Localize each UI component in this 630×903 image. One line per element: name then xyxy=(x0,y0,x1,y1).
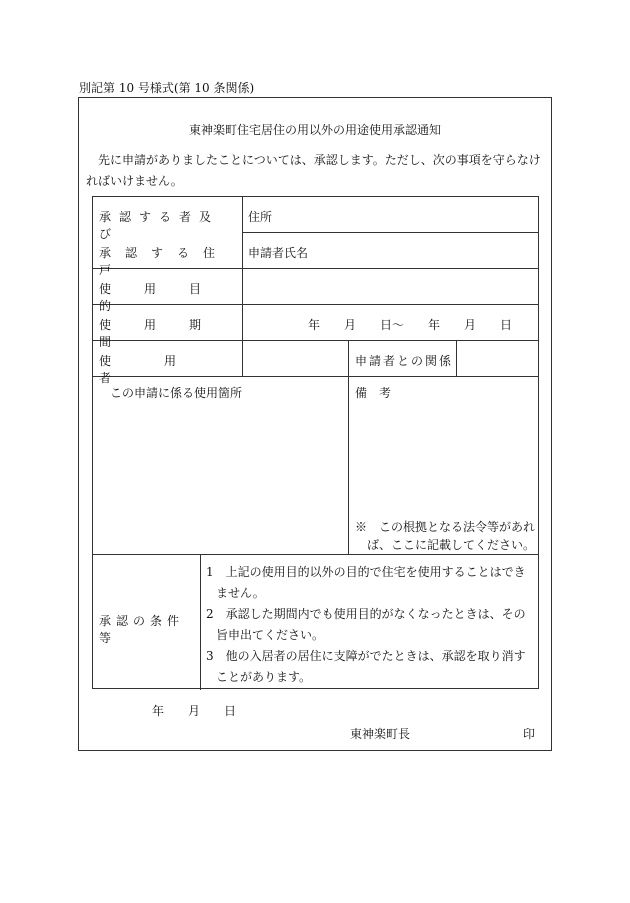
condition-item: 1 上記の使用目的以外の目的で住宅を使用することはできません。 xyxy=(206,565,526,600)
dwelling-label-text: 承認する住戸 xyxy=(99,246,230,277)
location-label: この申請に係る使用箇所 xyxy=(110,386,243,400)
seal-mark: 印 xyxy=(523,727,536,741)
form-number-label: 別記第 10 号様式(第 10 条関係) xyxy=(79,81,255,95)
period-label: 使用期間 xyxy=(99,318,235,349)
user-label: 使用者 xyxy=(99,354,230,385)
footer-date: 年 月 日 xyxy=(152,704,237,718)
remarks-note: ※ この根拠となる法令等があれば、ここに記載してください。 xyxy=(355,520,536,552)
approver-label-text: 承認する者及び xyxy=(99,210,220,241)
approval-table xyxy=(92,196,539,689)
intro-paragraph: 先に申請がありましたことについては、承認します。ただし、次の事項を守らなければいけません。 xyxy=(86,153,541,188)
applicant-name-label: 申請者氏名 xyxy=(248,246,309,260)
condition-item: 3 他の入居者の居住に支障がでたときは、承認を取り消すことがあります。 xyxy=(206,649,526,684)
period-value: 年 月 日～ 年 月 日 xyxy=(308,318,513,332)
notice-title: 東神楽町住宅居住の用以外の用途使用承認通知 xyxy=(188,123,441,137)
relation-label: 申請者との関係 xyxy=(355,354,454,368)
condition-item: 2 承認した期間内でも使用目的がなくなったときは、その旨申出てください。 xyxy=(206,607,526,642)
address-label: 住所 xyxy=(248,210,273,224)
remarks-label: 備 考 xyxy=(355,386,392,400)
signer-name: 東神楽町長 xyxy=(350,727,411,741)
purpose-label: 使用目的 xyxy=(99,282,235,313)
conditions-label: 承認の条件等 xyxy=(99,614,185,645)
approver-label xyxy=(99,208,236,242)
dwelling-label xyxy=(99,244,236,278)
conditions-list xyxy=(206,562,534,688)
